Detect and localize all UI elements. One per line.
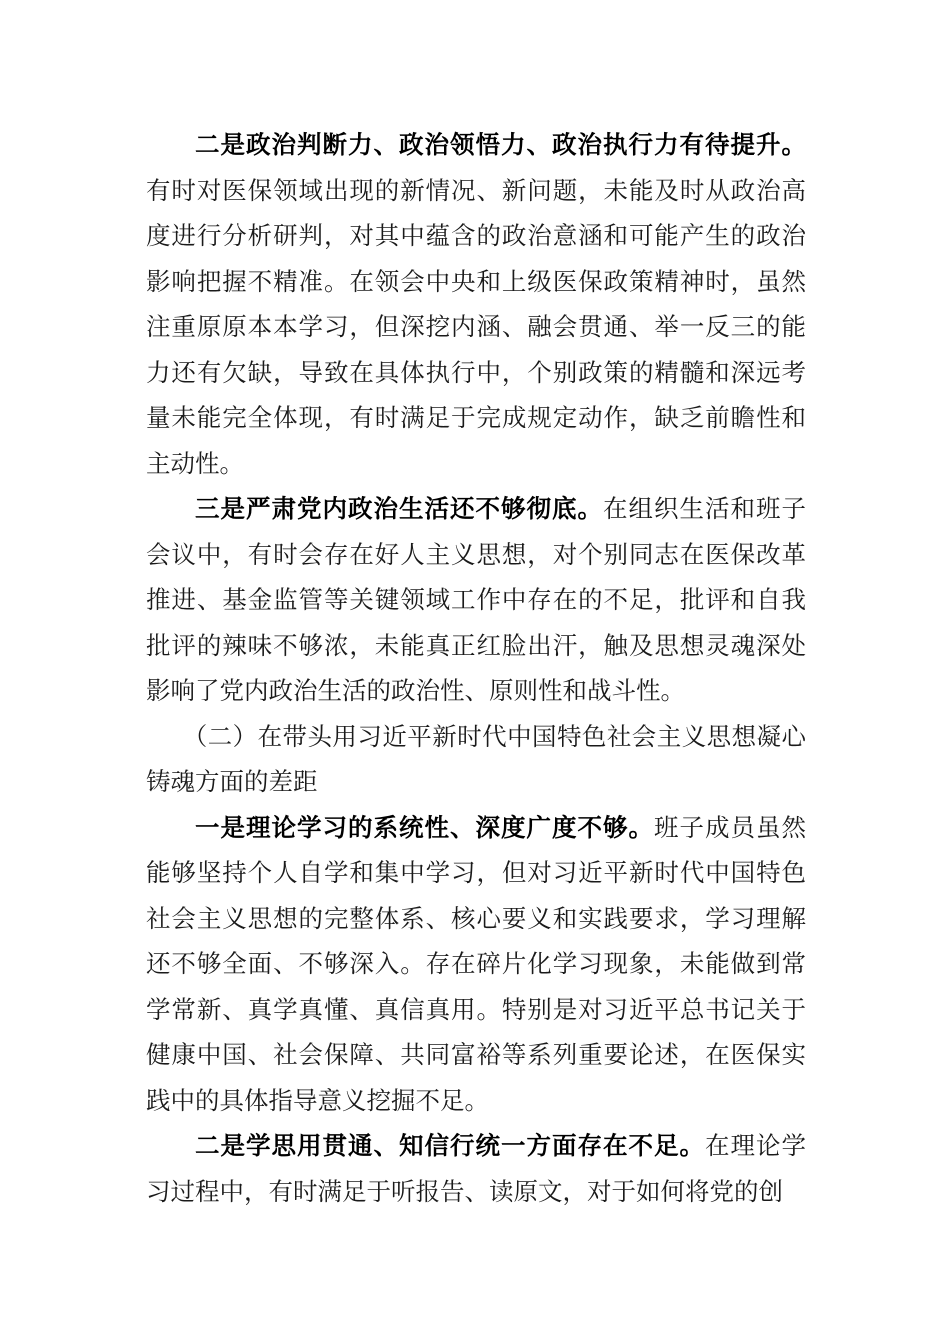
paragraph-text: 在理论学习过程中，有时满足于听报告、读原文，对于如何将党的创 [146, 1131, 806, 1206]
paragraph-party-political-life [146, 486, 806, 714]
section-heading: （二）在带头用习近平新时代中国特色社会主义思想凝心铸魂方面的差距 [146, 721, 806, 796]
paragraph-text: 在组织生活和班子会议中，有时会存在好人主义思想，对个别同志在医保改革推进、基金监管等关键领域工作中存在的不足，批评和自我批评的辣味不够浓，未能真正红脸出汗，触及思想灵魂深处影响了党内政治生活的政治性、原则性和战斗性。 [146, 494, 806, 705]
paragraph-text: 有时对医保领域出现的新情况、新问题，未能及时从政治高度进行分析研判，对其中蕴含的政治意涵和可能产生的政治影响把握不精准。在领会中央和上级医保政策精神时，虽然注重原原本本学习，但深挖内涵、融会贯通、举一反三的能力还有欠缺，导致在具体执行中，个别政策的精髓和深远考量未能完全体现，有时满足于完成规定动作，缺乏前瞻性和主动性。 [146, 175, 806, 478]
paragraph-lead: 二是学思用贯通、知信行统一方面存在不足。 [195, 1131, 705, 1160]
document-body [146, 122, 806, 1214]
paragraph-lead: 三是严肃党内政治生活还不够彻底。 [195, 494, 603, 523]
paragraph-text: 班子成员虽然能够坚持个人自学和集中学习，但对习近平新时代中国特色社会主义思想的完整体系、核心要义和实践要求，学习理解还不够全面、不够深入。存在碎片化学习现象，未能做到常学常新、真学真懂、真信真用。特别是对习近平总书记关于健康中国、社会保障、共同富裕等系列重要论述，在医保实践中的具体指导意义挖掘不足。 [146, 812, 806, 1115]
paragraph-theory-study [146, 805, 806, 1124]
paragraph-lead: 二是政治判断力、政治领悟力、政治执行力有待提升。 [195, 130, 806, 159]
paragraph-learning-application [146, 1123, 806, 1214]
paragraph-lead: 一是理论学习的系统性、深度广度不够。 [195, 812, 654, 842]
paragraph-political-judgment [146, 122, 806, 486]
